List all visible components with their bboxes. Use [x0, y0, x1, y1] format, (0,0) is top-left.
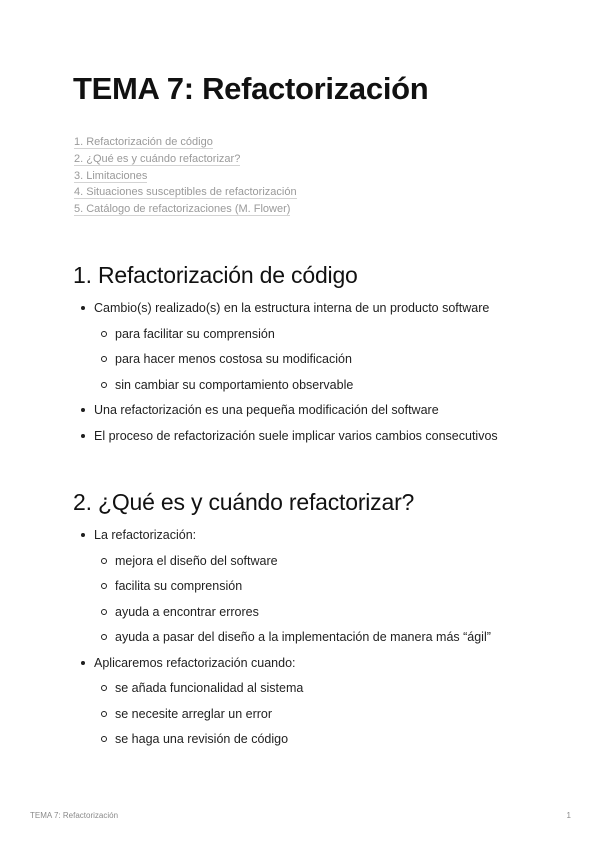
- bullet-disc-icon: [81, 533, 85, 537]
- list-item-text: Una refactorización es una pequeña modificación del software: [94, 403, 439, 417]
- footer-document-label: TEMA 7: Refactorización: [30, 811, 119, 820]
- list-item-text: sin cambiar su comportamiento observable: [115, 377, 354, 392]
- bullet-disc-icon: [81, 661, 85, 665]
- list-item-text: mejora el diseño del software: [115, 553, 278, 568]
- bullet-circle-icon: [101, 609, 107, 615]
- list-item-text: se necesite arreglar un error: [115, 706, 273, 721]
- toc-item: [74, 151, 297, 168]
- toc-item: [74, 184, 297, 201]
- list-item-text: Cambio(s) realizado(s) en la estructura interna de un producto software: [94, 301, 490, 315]
- list-item-text: ayuda a pasar del diseño a la implementación de manera más “ágil”: [115, 630, 491, 644]
- toc-link-3[interactable]: 3. Limitaciones: [74, 169, 148, 182]
- toc-item: [74, 201, 297, 218]
- toc-link-5[interactable]: 5. Catálogo de refactorizaciones (M. Flower): [74, 203, 291, 216]
- list-item-text: se haga una revisión de código: [115, 732, 289, 746]
- list-item-text: ayuda a encontrar errores: [115, 604, 259, 619]
- list-item-text: Aplicaremos refactorización cuando:: [94, 655, 296, 670]
- bullet-disc-icon: [81, 434, 85, 438]
- section-heading-refactorizacion: 1. Refactorización de código: [73, 262, 358, 288]
- toc-link-1[interactable]: 1. Refactorización de código: [74, 136, 213, 148]
- list-item-text: para facilitar su comprensión: [115, 326, 275, 341]
- toc-link-4[interactable]: 4. Situaciones susceptibles de refactorización: [74, 186, 297, 199]
- bullet-disc-icon: [81, 408, 85, 412]
- page-title: TEMA 7: Refactorización: [73, 71, 429, 106]
- section-heading-que-es-y-cuando: 2. ¿Qué es y cuándo refactorizar?: [73, 489, 415, 515]
- bullet-circle-icon: [101, 558, 107, 564]
- toc-link-2[interactable]: 2. ¿Qué es y cuándo refactorizar?: [74, 152, 241, 165]
- list-item-text: para hacer menos costosa su modificación: [115, 352, 352, 366]
- bullet-circle-icon: [101, 583, 107, 589]
- list-item-text: La refactorización:: [94, 528, 197, 542]
- bullet-circle-icon: [101, 382, 107, 388]
- bullet-circle-icon: [101, 711, 107, 717]
- bullet-circle-icon: [101, 356, 107, 362]
- table-of-contents: [74, 134, 297, 218]
- bullet-disc-icon: [81, 306, 85, 310]
- bullet-circle-icon: [101, 331, 107, 337]
- list-item-text: se añada funcionalidad al sistema: [115, 681, 304, 695]
- toc-item: [74, 168, 297, 185]
- bullet-circle-icon: [101, 736, 107, 742]
- list-item-text: El proceso de refactorización suele implicar varios cambios consecutivos: [94, 428, 498, 443]
- toc-item: [74, 134, 297, 151]
- bullet-circle-icon: [101, 685, 107, 691]
- list-item-text: facilita su comprensión: [115, 579, 243, 593]
- footer-page-number: 1: [566, 811, 571, 820]
- bullet-circle-icon: [101, 634, 107, 640]
